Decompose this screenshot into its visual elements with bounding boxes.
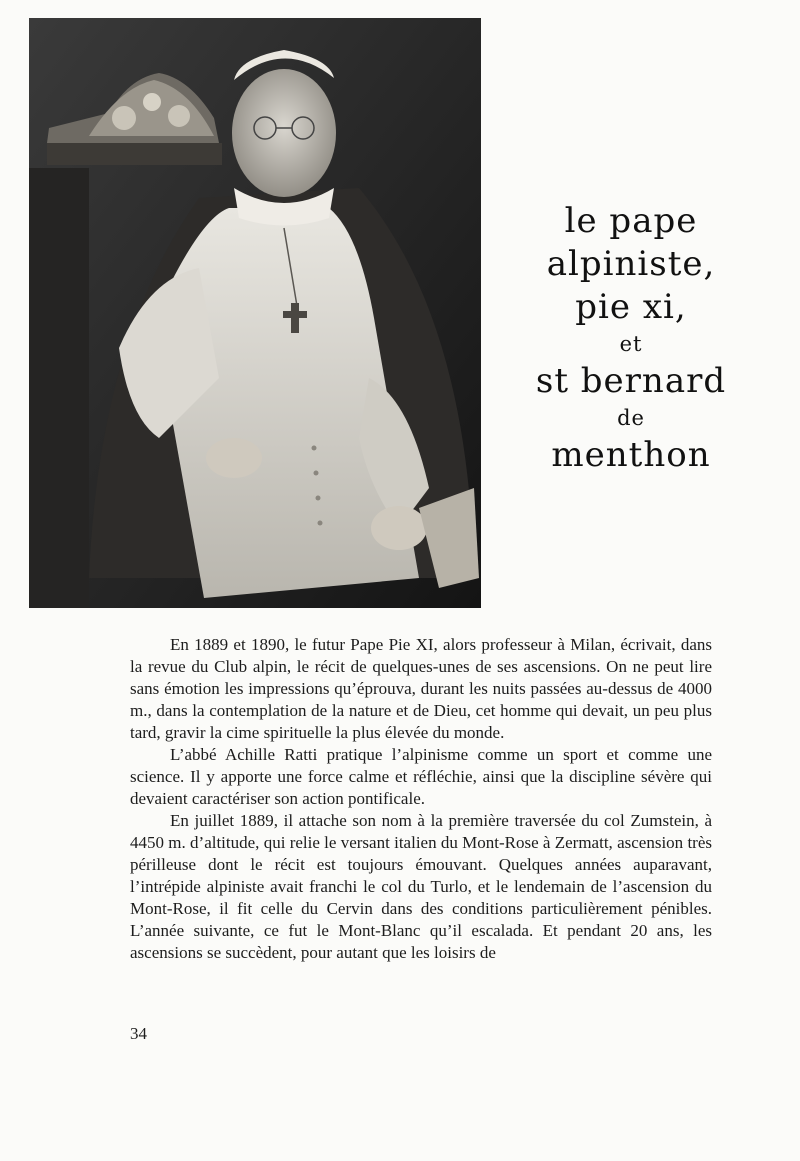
article-body	[130, 634, 712, 964]
title-line-5: st bernard	[535, 361, 727, 401]
title-line-1: le pape	[564, 201, 698, 241]
title-line-4: et	[619, 332, 643, 356]
paragraph-1: En 1889 et 1890, le futur Pape Pie XI, alors professeur à Milan, écrivait, dans la revue du Club alpin, le récit de quelques-unes de ses ascensions. On ne peut lire sans émotion les impressions qu’éprouva, durant les nuits passées au-dessus de 4000 m., dans la contemplation de la nature et de Dieu, cet homme qui devait, un peu plus tard, gravir la cime spirituelle la plus élevée du monde.	[130, 635, 712, 742]
title-line-2: alpiniste,	[546, 244, 716, 284]
article-title	[500, 200, 762, 477]
title-line-6: de	[617, 406, 645, 430]
paragraph-2: L’abbé Achille Ratti pratique l’alpinisme comme un sport et comme une science. Il y apporte une force calme et réfléchie, ainsi que la discipline sévère qui devaient caractériser son action pontificale.	[130, 745, 712, 808]
title-line-7: menthon	[551, 435, 711, 475]
pope-portrait-image	[29, 18, 481, 608]
portrait-photo	[29, 18, 481, 608]
page-number: 34	[130, 1024, 147, 1043]
title-line-3: pie xi,	[575, 287, 687, 327]
paragraph-3: En juillet 1889, il attache son nom à la première traversée du col Zumstein, à 4450 m. d’altitude, qui relie le versant italien du Mont-Rose à Zermatt, ascension très périlleuse dont le récit est toujours émouvant. Quelques années auparavant, l’intrépide alpiniste avait franchi le col du Turlo, et le lendemain de l’ascension du Mont-Rose, il fit celle du Cervin dans des conditions particulièrement pénibles. L’année suivante, ce fut le Mont-Blanc qu’il escalada. Et pendant 20 ans, les ascensions se succèdent, pour autant que les loisirs de	[130, 811, 712, 962]
